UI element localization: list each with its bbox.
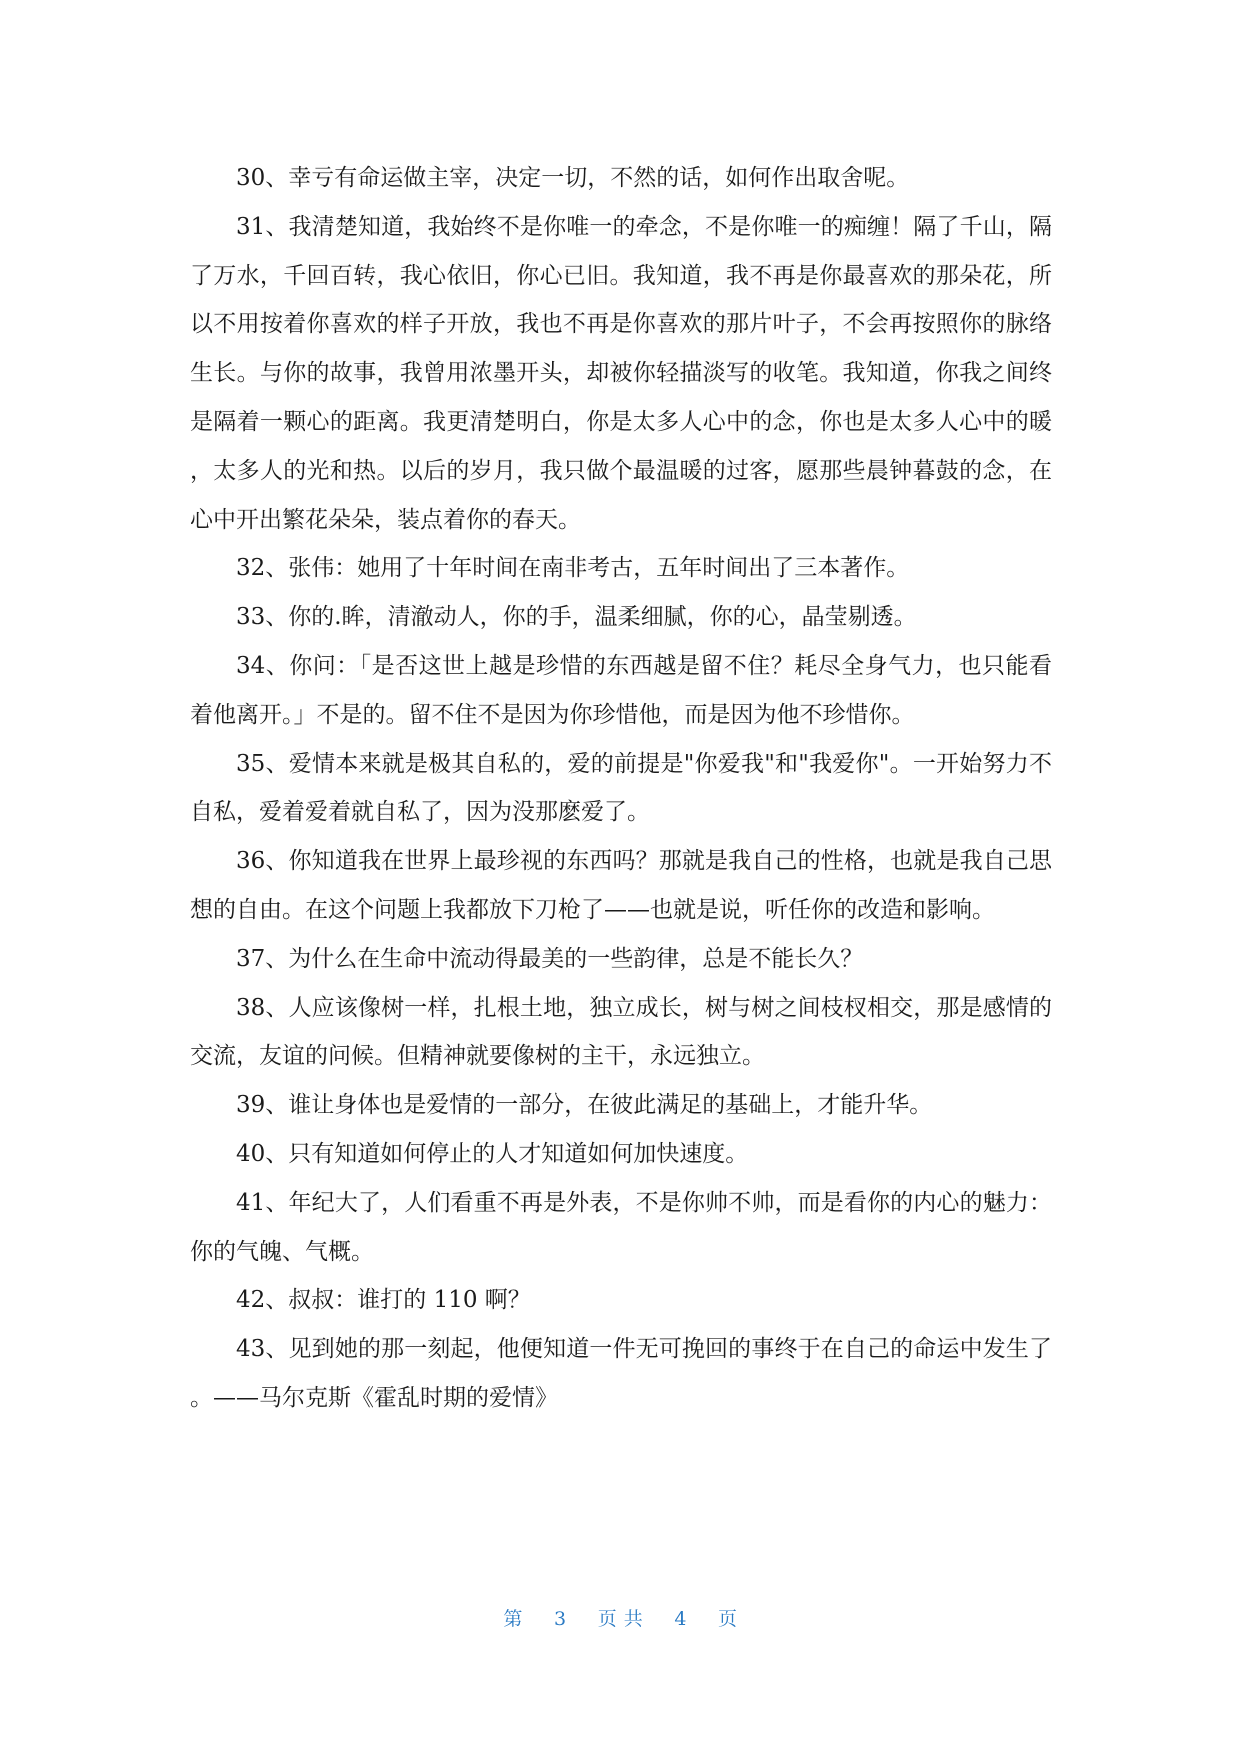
current-page-number: 3	[554, 1608, 567, 1630]
page-footer	[0, 1604, 1241, 1631]
paragraph-32: 32、张伟：她用了十年时间在南非考古，五年时间出了三本著作。	[236, 555, 910, 582]
footer-prefix: 第	[503, 1608, 523, 1630]
paragraph-40: 40、只有知道如何停止的人才知道如何加快速度。	[236, 1140, 749, 1167]
document-body	[190, 154, 1052, 1423]
total-pages-number: 4	[674, 1608, 687, 1630]
paragraph-30: 30、幸亏有命运做主宰，决定一切，不然的话，如何作出取舍呢。	[236, 165, 910, 191]
paragraph-39: 39、谁让身体也是爱情的一部分，在彼此满足的基础上，才能升华。	[236, 1092, 933, 1119]
paragraph-35: 35、爱情本来就是极其自私的，爱的前提是"你爱我"和"我爱你"。一开始努力不自私，爱着爱着就自私了，因为没那麽爱了。	[190, 750, 1052, 826]
footer-suffix: 页	[718, 1608, 738, 1630]
paragraph-37: 37、为什么在生命中流动得最美的一些韵律，总是不能长久？	[236, 945, 864, 972]
paragraph-36: 36、你知道我在世界上最珍视的东西吗？那就是我自己的性格，也就是我自己思想的自由。在这个问题上我都放下刀枪了——也就是说，听任你的改造和影响。	[190, 848, 1052, 923]
footer-middle: 页 共	[597, 1608, 644, 1630]
paragraph-31: 31、我清楚知道，我始终不是你唯一的牵念，不是你唯一的痴缠！隔了千山，隔了万水，千回百转，我心依旧，你心已旧。我知道，我不再是你最喜欢的那朵花，所以不用按着你喜欢的样子开放，我也不再是你喜欢的那片叶子，不会再按照你的脉络生长。与你的故事，我曾用浓墨开头，却被你轻描淡写的收笔。我知道，你我之间终是隔着一颗心的距离。我更清楚明白，你是太多人心中的念，你也是太多人心中的暖，太多人的光和热。以后的岁月，我只做个最温暖的过客，愿那些晨钟暮鼓的念，在心中开出繁花朵朵，装点着你的春天。	[190, 213, 1052, 533]
paragraph-41: 41、年纪大了，人们看重不再是外表，不是你帅不帅，而是看你的内心的魅力：你的气魄、气概。	[190, 1189, 1052, 1265]
paragraph-38: 38、人应该像树一样，扎根土地，独立成长，树与树之间枝杈相交，那是感情的交流，友谊的问候。但精神就要像树的主干，永远独立。	[190, 994, 1052, 1070]
paragraph-34: 34、你问：「是否这世上越是珍惜的东西越是留不住？耗尽全身气力，也只能看着他离开。」不是的。留不住不是因为你珍惜他，而是因为他不珍惜你。	[190, 652, 1052, 728]
paragraph-43: 43、见到她的那一刻起，他便知道一件无可挽回的事终于在自己的命运中发生了。——马尔克斯《霍乱时期的爱情》	[190, 1336, 1052, 1411]
paragraph-33: 33、你的.眸，清澈动人，你的手，温柔细腻，你的心，晶莹剔透。	[236, 604, 917, 631]
paragraph-42: 42、叔叔：谁打的 110 啊？	[236, 1287, 531, 1314]
